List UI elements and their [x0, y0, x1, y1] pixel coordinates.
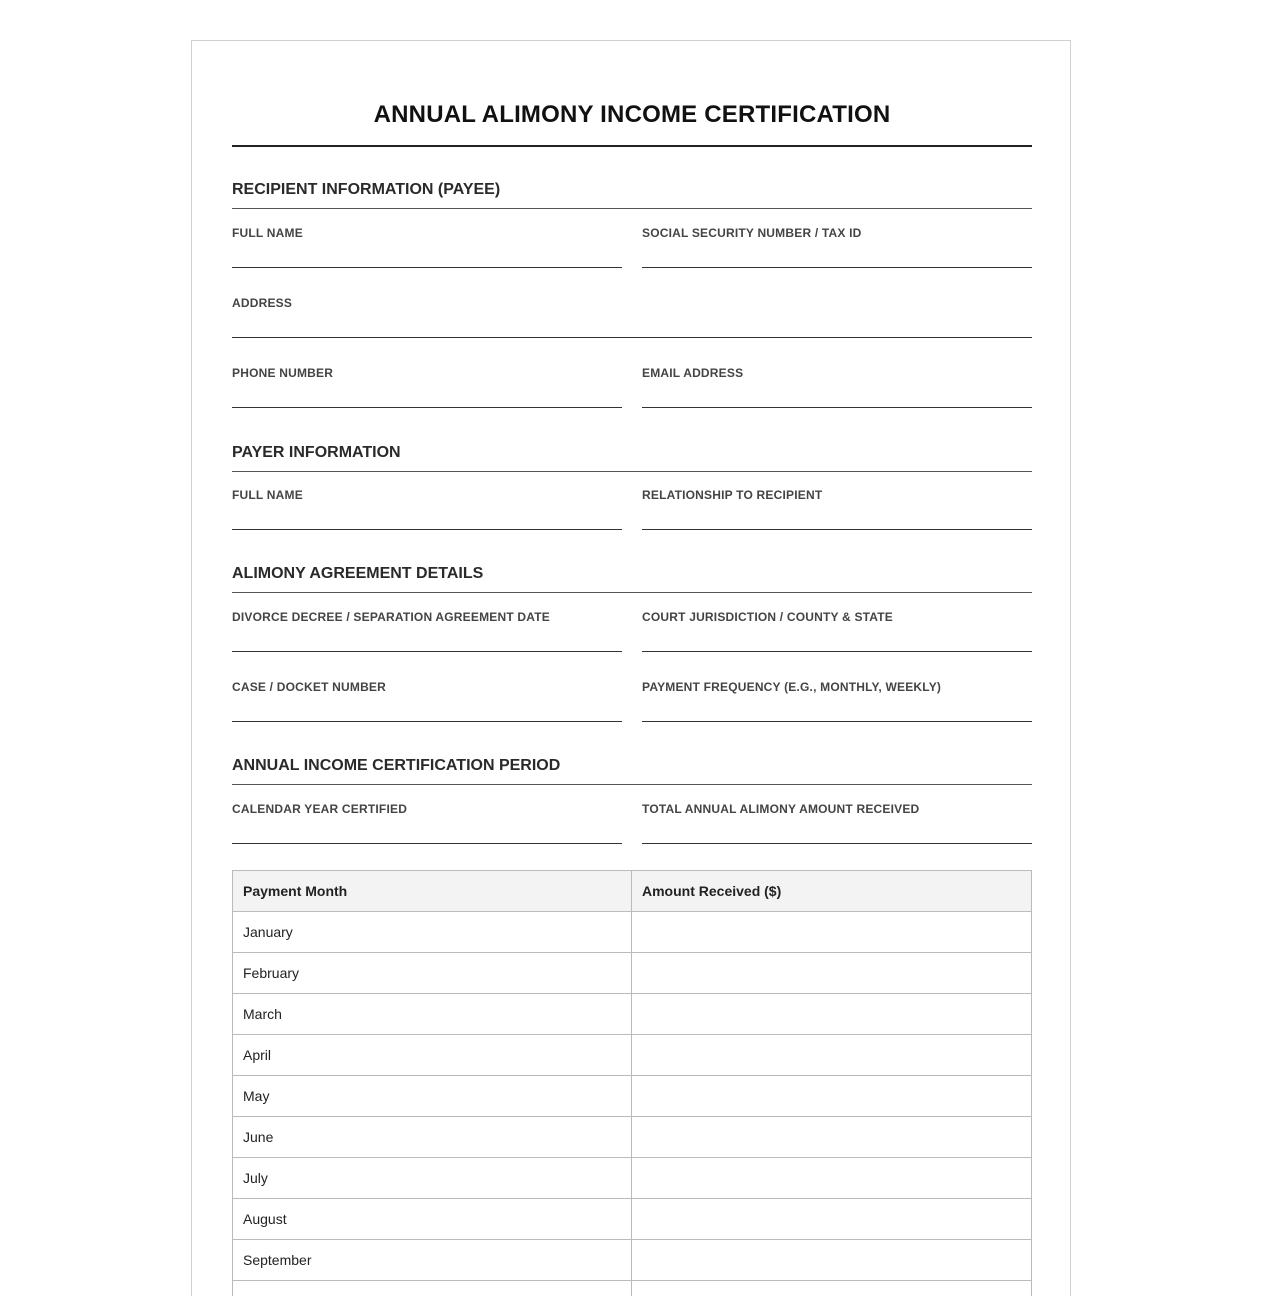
amount-cell[interactable] [632, 1158, 1032, 1199]
title-divider [232, 145, 1032, 147]
table-row [233, 1158, 1032, 1199]
recipient-ssn-label: SOCIAL SECURITY NUMBER / TAX ID [642, 226, 862, 240]
recipient-phone-label: PHONE NUMBER [232, 366, 334, 380]
amount-cell[interactable] [632, 1076, 1032, 1117]
jurisdiction-input-line[interactable] [642, 637, 1032, 652]
monthly-payments-table [232, 870, 1032, 1296]
case-number-input-line[interactable] [232, 707, 622, 722]
total-amount-input-line[interactable] [642, 829, 1032, 844]
month-cell: July [233, 1158, 632, 1199]
table-row [233, 953, 1032, 994]
recipient-address-input-line[interactable] [232, 323, 1032, 338]
table-row [233, 1199, 1032, 1240]
month-cell: May [233, 1076, 632, 1117]
column-header-payment-month: Payment Month [233, 871, 632, 912]
table-row [233, 1240, 1032, 1281]
payer-full-name-label: FULL NAME [232, 488, 303, 502]
month-cell: August [233, 1199, 632, 1240]
month-cell: September [233, 1240, 632, 1281]
case-number-field[interactable] [232, 680, 622, 722]
table-row [233, 1076, 1032, 1117]
amount-cell[interactable] [632, 1117, 1032, 1158]
amount-cell[interactable] [632, 1240, 1032, 1281]
recipient-ssn-field[interactable] [642, 226, 1032, 268]
payment-frequency-input-line[interactable] [642, 707, 1032, 722]
recipient-full-name-label: FULL NAME [232, 226, 303, 240]
document-title: ANNUAL ALIMONY INCOME CERTIFICATION [373, 101, 891, 128]
month-cell: February [233, 953, 632, 994]
payer-relationship-label: RELATIONSHIP TO RECIPIENT [642, 488, 823, 502]
table-row [233, 1117, 1032, 1158]
certification-section-heading: ANNUAL INCOME CERTIFICATION PERIOD [232, 757, 1032, 785]
calendar-year-input-line[interactable] [232, 829, 622, 844]
recipient-ssn-input-line[interactable] [642, 253, 1032, 268]
form-page [191, 40, 1071, 1296]
payer-full-name-field[interactable] [232, 488, 622, 530]
decree-date-label: DIVORCE DECREE / SEPARATION AGREEMENT DATE [232, 610, 550, 624]
case-number-label: CASE / DOCKET NUMBER [232, 680, 387, 694]
payment-frequency-label: PAYMENT FREQUENCY (E.G., MONTHLY, WEEKLY) [642, 680, 942, 694]
month-cell: April [233, 1035, 632, 1076]
month-cell: January [233, 912, 632, 953]
jurisdiction-field[interactable] [642, 610, 1032, 652]
total-amount-field[interactable] [642, 802, 1032, 844]
month-cell [233, 1281, 632, 1296]
recipient-email-label: EMAIL ADDRESS [642, 366, 744, 380]
recipient-section-heading: RECIPIENT INFORMATION (PAYEE) [232, 181, 1032, 209]
calendar-year-field[interactable] [232, 802, 622, 844]
payer-section-heading: PAYER INFORMATION [232, 444, 1032, 472]
recipient-email-input-line[interactable] [642, 393, 1032, 408]
recipient-phone-input-line[interactable] [232, 393, 622, 408]
recipient-full-name-input-line[interactable] [232, 253, 622, 268]
amount-cell[interactable] [632, 912, 1032, 953]
recipient-address-label: ADDRESS [232, 296, 293, 310]
table-row [233, 912, 1032, 953]
payer-relationship-field[interactable] [642, 488, 1032, 530]
payer-full-name-input-line[interactable] [232, 515, 622, 530]
month-cell: June [233, 1117, 632, 1158]
amount-cell[interactable] [632, 994, 1032, 1035]
recipient-phone-field[interactable] [232, 366, 622, 408]
amount-cell[interactable] [632, 1281, 1032, 1296]
agreement-section-heading: ALIMONY AGREEMENT DETAILS [232, 565, 1032, 593]
total-amount-label: TOTAL ANNUAL ALIMONY AMOUNT RECEIVED [642, 802, 920, 816]
decree-date-field[interactable] [232, 610, 622, 652]
amount-cell[interactable] [632, 1035, 1032, 1076]
amount-cell[interactable] [632, 1199, 1032, 1240]
decree-date-input-line[interactable] [232, 637, 622, 652]
jurisdiction-label: COURT JURISDICTION / COUNTY & STATE [642, 610, 894, 624]
calendar-year-label: CALENDAR YEAR CERTIFIED [232, 802, 408, 816]
payer-relationship-input-line[interactable] [642, 515, 1032, 530]
recipient-address-field[interactable] [232, 296, 1032, 338]
table-header-row [233, 871, 1032, 912]
table-row [233, 1035, 1032, 1076]
payment-frequency-field[interactable] [642, 680, 1032, 722]
amount-cell[interactable] [632, 953, 1032, 994]
month-cell: March [233, 994, 632, 1035]
recipient-email-field[interactable] [642, 366, 1032, 408]
column-header-amount-received: Amount Received ($) [632, 871, 1032, 912]
recipient-full-name-field[interactable] [232, 226, 622, 268]
table-row [233, 1281, 1032, 1296]
table-row [233, 994, 1032, 1035]
